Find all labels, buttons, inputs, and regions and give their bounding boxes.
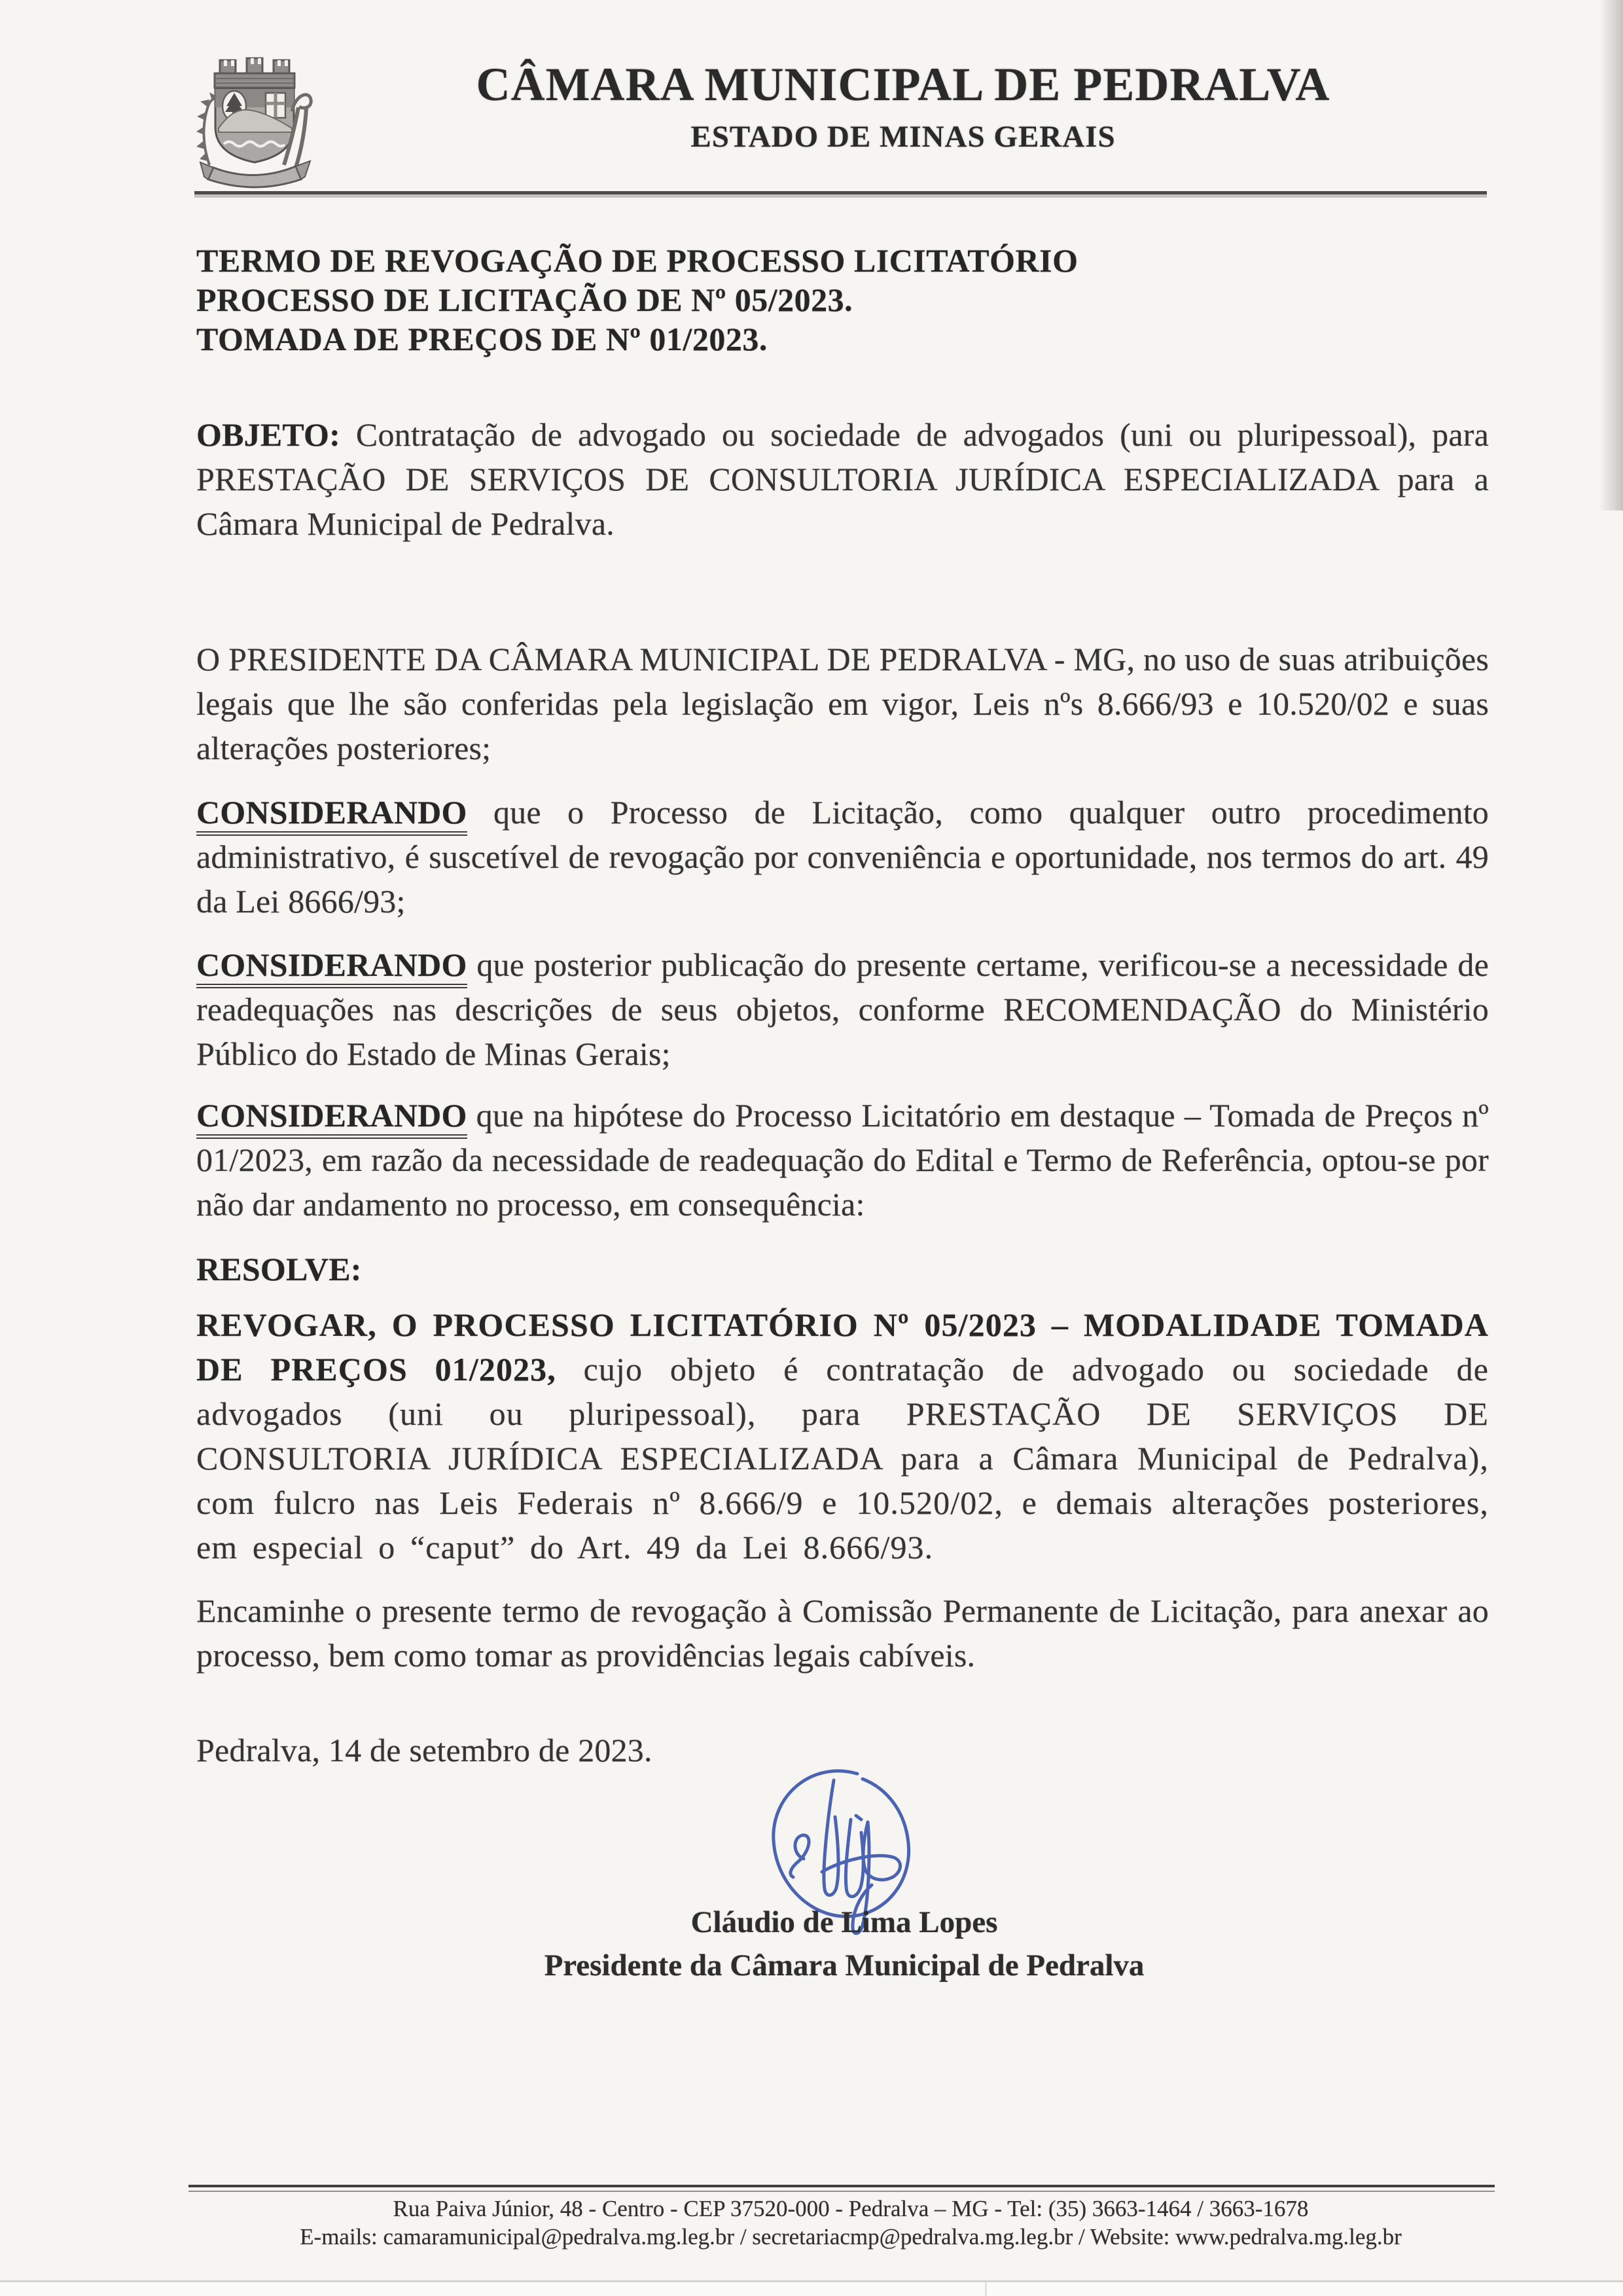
doc-title-line-2: PROCESSO DE LICITAÇÃO DE Nº 05/2023.: [196, 281, 853, 318]
date-line: Pedralva, 14 de setembro de 2023.: [196, 1732, 652, 1768]
considerando-3-label: CONSIDERANDO: [196, 1097, 467, 1139]
footer-address: Rua Paiva Júnior, 48 - Centro - CEP 37520-000 - Pedralva – MG - Tel: (35) 3663-1464 / 3663-1678: [393, 2196, 1309, 2221]
considerando-1-label: CONSIDERANDO: [196, 794, 467, 836]
considerando-2-text: que posterior publicação do presente certame, verificou-se a necessidade de readequações nas descrições de seus objetos, conforme RECOMENDAÇÃO do Ministério Público do Estado de Minas Gerais;: [196, 946, 1489, 1072]
footer-emails: E-mails: camaramunicipal@pedralva.mg.leg.br / secretariacmp@pedralva.mg.leg.br / Website: www.pedralva.mg.leg.br: [300, 2224, 1402, 2250]
objeto-text: Contratação de advogado ou sociedade de advogados (uni ou pluripessoal), para PRESTAÇÃO DE SERVIÇOS DE CONSULTORIA JURÍDICA ESPECIALIZADA para a Câmara Municipal de Pedralva.: [196, 416, 1489, 542]
paragraph-considerando-1: [196, 790, 1489, 924]
signer-name: Cláudio de Lima Lopes: [690, 1905, 998, 1939]
scan-edge-shadow: [1599, 0, 1623, 511]
encaminhe-text: Encaminhe o presente termo de revogação à Comissão Permanente de Licitação, para anexar ao processo, bem como tomar as providências legais cabíveis.: [196, 1592, 1489, 1674]
considerando-3-text: que na hipótese do Processo Licitatório em destaque – Tomada de Preços nº 01/2023, em razão da necessidade de readequação do Edital e Termo de Referência, optou-se por não dar andamento no processo, em consequência:: [196, 1097, 1489, 1223]
paragraph-considerando-3: [196, 1093, 1489, 1227]
header-divider: [194, 191, 1487, 194]
footer-divider-thin: [188, 2191, 1495, 2192]
page-bottom-strip: [0, 2282, 1623, 2296]
paragraph-revogar: [196, 1302, 1489, 1570]
document-body: [196, 241, 1489, 1772]
paragraph-resolve: RESOLVE:: [196, 1251, 362, 1287]
signer-title: Presidente da Câmara Municipal de Pedralva: [544, 1948, 1145, 1982]
doc-title-line-3: TOMADA DE PREÇOS DE Nº 01/2023.: [196, 321, 768, 357]
org-state: ESTADO DE MINAS GERAIS: [690, 120, 1116, 154]
footer-divider: [188, 2185, 1495, 2187]
presidente-text: O PRESIDENTE DA CÂMARA MUNICIPAL DE PEDRALVA - MG, no uso de suas atribuições legais que lhe são conferidas pela legislação em vigor, Leis nºs 8.666/93 e 10.520/02 e suas alterações posteriores;: [196, 641, 1489, 766]
revogar-text: cujo objeto é contratação de advogado ou sociedade de advogados (uni ou pluripessoal), para PRESTAÇÃO DE SERVIÇOS DE CONSULTORIA JURÍDICA ESPECIALIZADA para a Câmara Municipal de Pedralva), com fulcro nas Leis Federais nº 8.666/9 e 10.520/02, e demais alterações posteriores, em especial o “caput” do Art. 49 da Lei 8.666/93.: [196, 1351, 1489, 1566]
paragraph-objeto: [196, 412, 1489, 546]
letterhead: [281, 59, 1525, 154]
considerando-1-text: que o Processo de Licitação, como qualquer outro procedimento administrativo, é suscetível de revogação por conveniência e oportunidade, nos termos do art. 49 da Lei 8666/93;: [196, 794, 1489, 920]
doc-title-line-1: TERMO DE REVOGAÇÃO DE PROCESSO LICITATÓRIO: [196, 242, 1079, 279]
revogar-label: REVOGAR, O PROCESSO LICITATÓRIO Nº 05/2023 – MODALIDADE TOMADA DE PREÇOS 01/2023,: [196, 1306, 1489, 1388]
paragraph-considerando-2: [196, 942, 1489, 1076]
paragraph-presidente: [196, 637, 1489, 770]
scan-artifact-tick: [985, 2282, 987, 2296]
considerando-2-label: CONSIDERANDO: [196, 946, 467, 988]
objeto-label: OBJETO:: [196, 416, 340, 453]
paragraph-encaminhe: [196, 1588, 1489, 1677]
org-name: CÂMARA MUNICIPAL DE PEDRALVA: [476, 58, 1330, 111]
